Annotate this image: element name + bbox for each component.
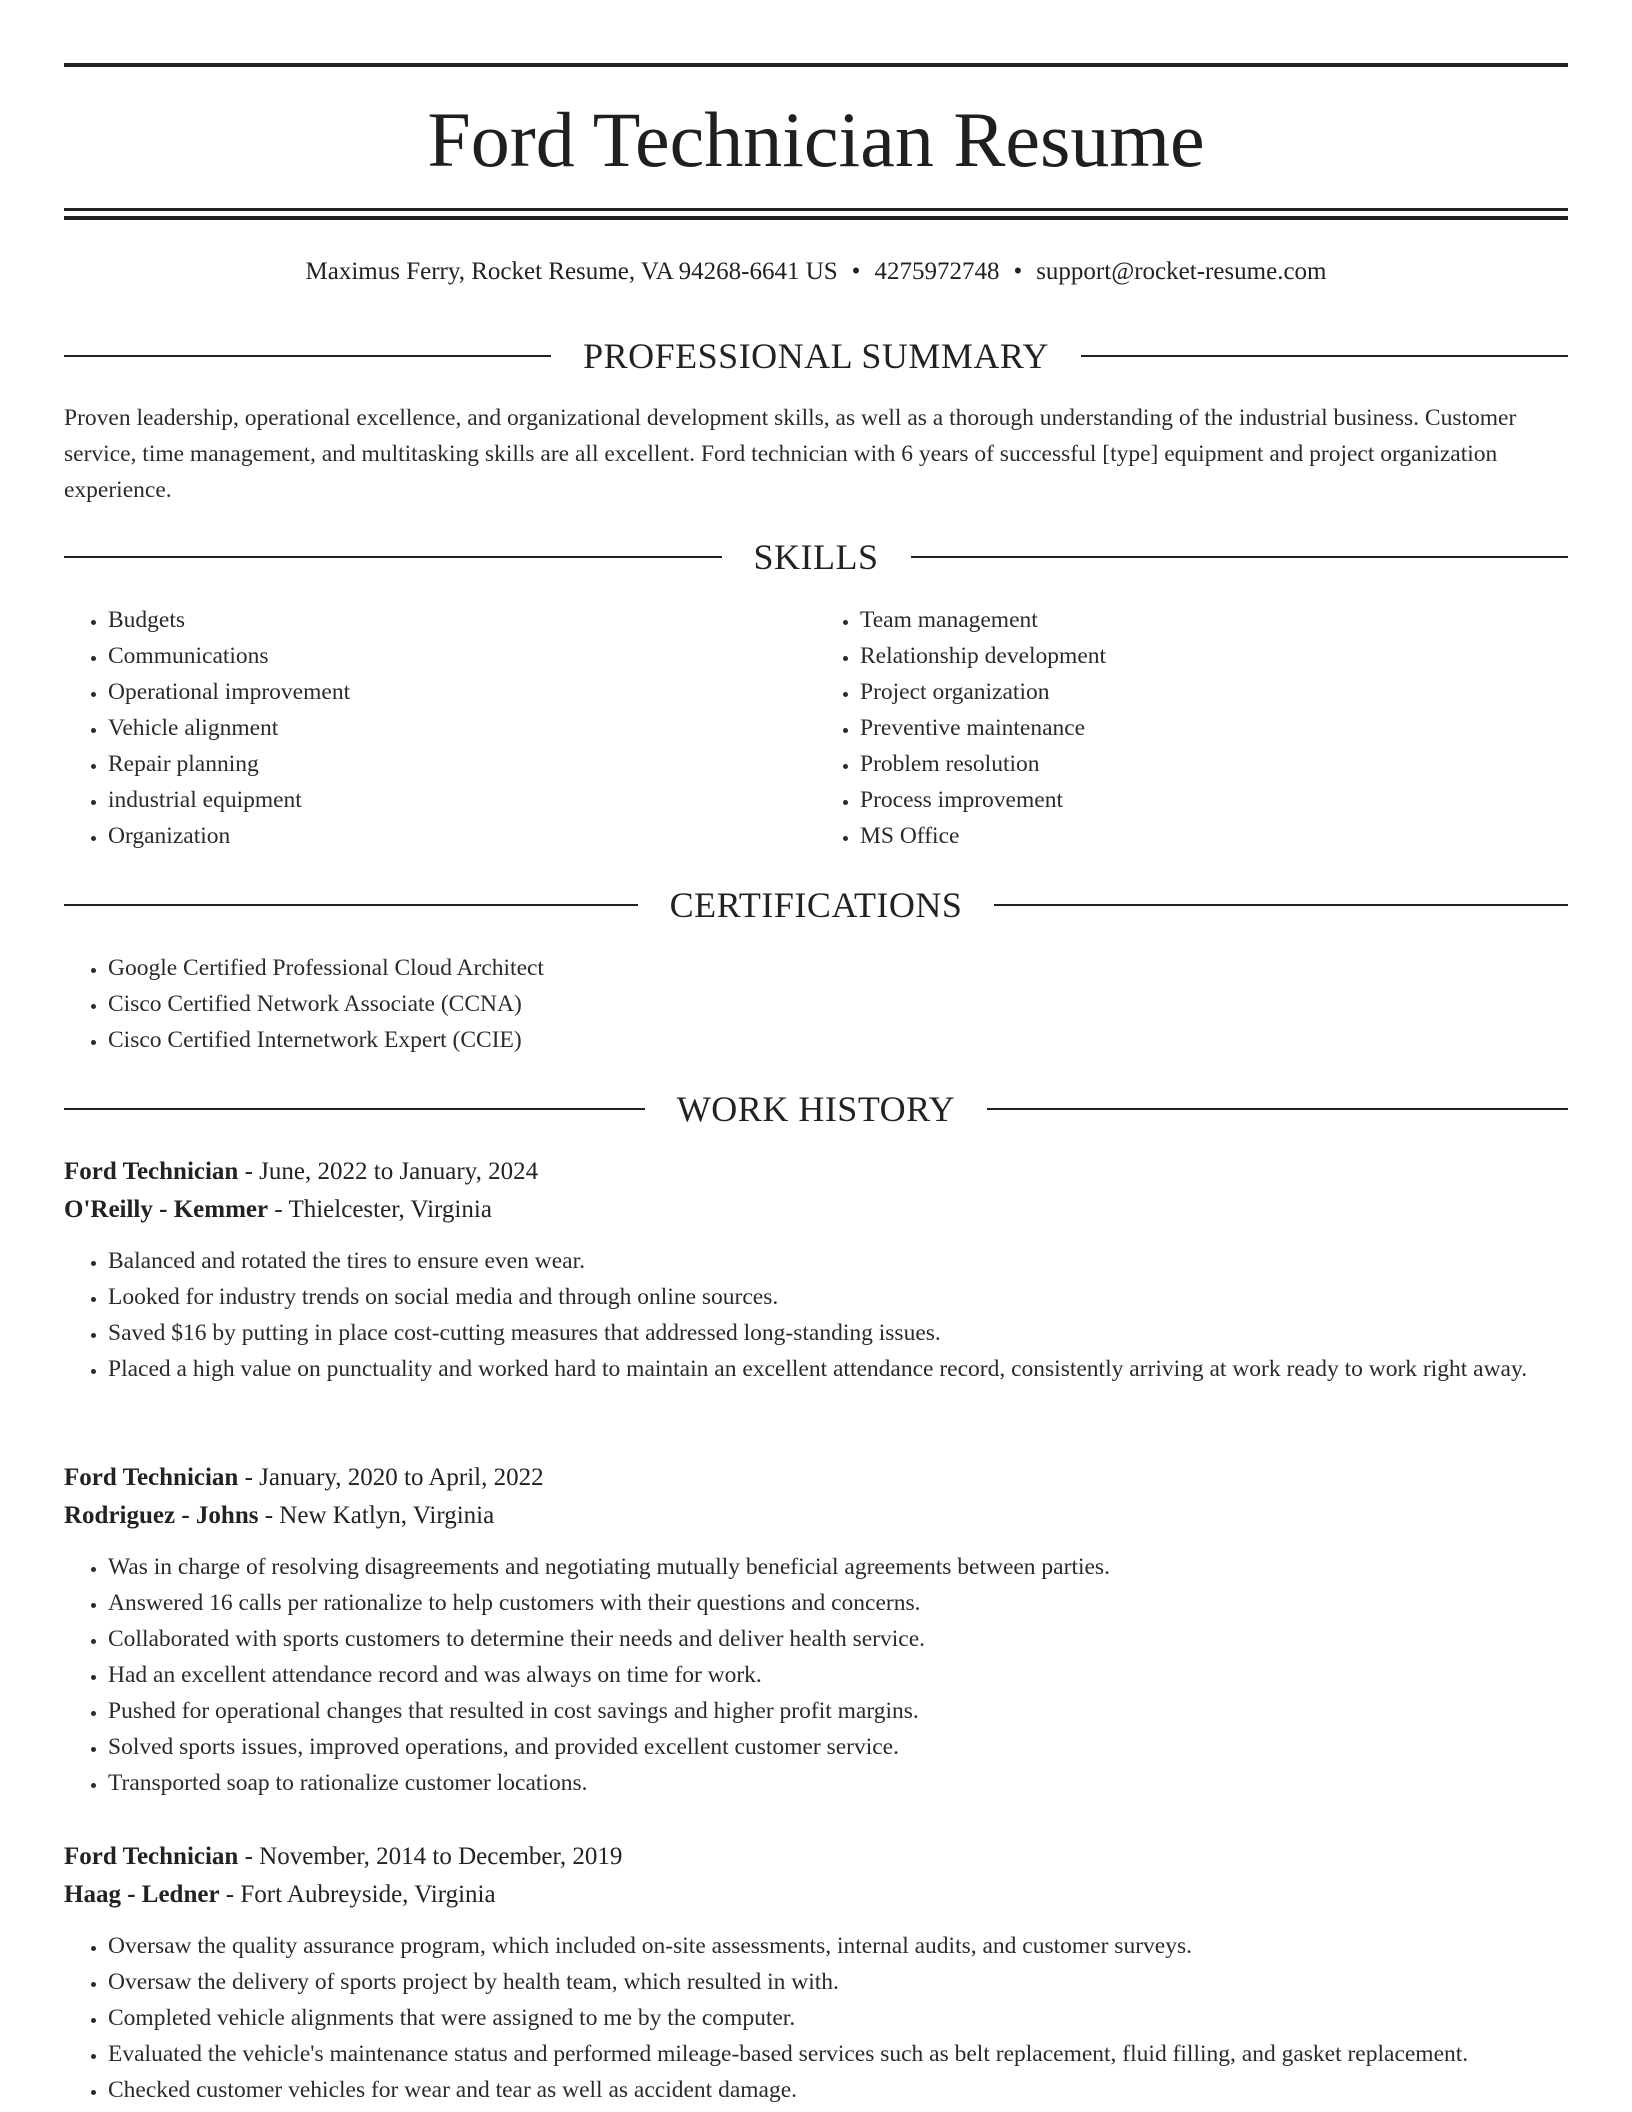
contact-email: support@rocket-resume.com — [1036, 258, 1327, 285]
skill-item: • Process improvement — [860, 782, 1568, 818]
section-divider — [1081, 355, 1568, 357]
job-location: - Fort Aubreyside, Virginia — [219, 1881, 496, 1908]
skill-item: • Project organization — [860, 674, 1568, 710]
section-divider — [987, 1108, 1568, 1110]
skill-item: • MS Office — [860, 818, 1568, 854]
contact-separator: • — [1013, 258, 1023, 285]
section-divider — [994, 904, 1568, 906]
section-divider — [64, 556, 722, 558]
job-dates: - November, 2014 to December, 2019 — [238, 1843, 623, 1870]
contact-phone: 4275972748 — [874, 258, 1000, 285]
contact-address: Maximus Ferry, Rocket Resume, VA 94268-6641 US — [305, 258, 838, 285]
job-bullet-item: • Transported soap to rationalize customer locations. — [108, 1765, 1568, 1801]
job-title-line — [64, 1459, 1568, 1497]
bullet-list — [64, 602, 816, 854]
skill-item: • Preventive maintenance — [860, 710, 1568, 746]
section-divider — [64, 355, 551, 357]
skills-list — [64, 602, 1568, 854]
job-bullet-item: • Evaluated the vehicle's maintenance status and performed mileage-based services such as belt replacement, fluid filling, and gasket replacement. — [108, 2036, 1568, 2072]
job-bullet-item: • Oversaw the quality assurance program, which included on-site assessments, internal audits, and customer surveys. — [108, 1928, 1568, 1964]
job-title: Ford Technician — [64, 1843, 239, 1870]
job-company: Haag - Ledner — [64, 1881, 220, 1908]
bullet-list — [64, 1243, 1568, 1387]
skill-item: • industrial equipment — [108, 782, 816, 818]
job-company: Rodriguez - Johns — [64, 1502, 259, 1529]
skill-item: • Budgets — [108, 602, 816, 638]
skill-item: • Team management — [860, 602, 1568, 638]
bullet-list — [816, 602, 1568, 854]
section-header-certifications — [64, 883, 1568, 927]
job-title: Ford Technician — [64, 1464, 239, 1491]
title-double-divider — [64, 208, 1568, 220]
job-location: - New Katlyn, Virginia — [258, 1502, 495, 1529]
skill-item: • Communications — [108, 638, 816, 674]
job-bullet-item: • Was in charge of resolving disagreements and negotiating mutually beneficial agreements between parties. — [108, 1549, 1568, 1585]
summary-text: Proven leadership, operational excellence, and organizational development skills, as well as a thorough understanding of the industrial business. Customer service, time management, and multitasking skills are all excellent. Ford technician with 6 years of successful [type] equipment and project organization experience. — [64, 405, 1517, 503]
top-divider — [64, 63, 1568, 67]
job-bullet-item: • Checked customer vehicles for wear and tear as well as accident damage. — [108, 2072, 1568, 2108]
job-bullet-item: • Answered 16 calls per rationalize to help customers with their questions and concerns. — [108, 1585, 1568, 1621]
skill-item: • Repair planning — [108, 746, 816, 782]
job-dates: - January, 2020 to April, 2022 — [238, 1464, 544, 1491]
section-header-skills — [64, 535, 1568, 579]
job-location: - Thielcester, Virginia — [268, 1196, 492, 1223]
page-title: Ford Technician Resume — [427, 96, 1205, 183]
job-title-line — [64, 1153, 1568, 1191]
skill-item: • Vehicle alignment — [108, 710, 816, 746]
section-divider — [64, 904, 638, 906]
job-dates: - June, 2022 to January, 2024 — [238, 1158, 539, 1185]
job-bullet-item: • Collaborated with sports customers to determine their needs and deliver health service. — [108, 1621, 1568, 1657]
certification-item: • Google Certified Professional Cloud Architect — [108, 950, 1568, 986]
job-bullet-item: • Completed vehicle alignments that were assigned to me by the computer. — [108, 2000, 1568, 2036]
bullet-list — [64, 950, 1568, 1058]
bullet-list — [64, 1928, 1568, 2108]
section-header-work-history — [64, 1087, 1568, 1131]
contact-line — [64, 254, 1568, 290]
job-company-line — [64, 1876, 1568, 1914]
skill-item: • Relationship development — [860, 638, 1568, 674]
contact-separator: • — [851, 258, 861, 285]
section-title-skills: SKILLS — [753, 537, 879, 577]
skill-item: • Organization — [108, 818, 816, 854]
job-bullet-item: • Solved sports issues, improved operations, and provided excellent customer service. — [108, 1729, 1568, 1765]
section-divider — [911, 556, 1569, 558]
job-bullet-item: • Placed a high value on punctuality and worked hard to maintain an excellent attendance record, consistently arriving at work ready to work right away. — [108, 1351, 1568, 1387]
section-title-certifications: CERTIFICATIONS — [669, 885, 963, 925]
job-bullet-item: • Oversaw the delivery of sports project by health team, which resulted in with. — [108, 1964, 1568, 2000]
job-bullet-item: • Balanced and rotated the tires to ensure even wear. — [108, 1243, 1568, 1279]
job-entry — [64, 1459, 1568, 1801]
job-title-line — [64, 1838, 1568, 1876]
job-company: O'Reilly - Kemmer — [64, 1196, 269, 1223]
job-company-line — [64, 1191, 1568, 1229]
job-bullet-item: • Pushed for operational changes that resulted in cost savings and higher profit margins. — [108, 1693, 1568, 1729]
job-entry — [64, 1153, 1568, 1387]
job-company-line — [64, 1497, 1568, 1535]
skill-item: • Operational improvement — [108, 674, 816, 710]
section-divider — [64, 1108, 645, 1110]
section-title-summary: PROFESSIONAL SUMMARY — [583, 336, 1049, 376]
certification-item: • Cisco Certified Network Associate (CCNA) — [108, 986, 1568, 1022]
skills-column-right — [816, 602, 1568, 854]
certification-item: • Cisco Certified Internetwork Expert (CCIE) — [108, 1022, 1568, 1058]
job-title: Ford Technician — [64, 1158, 239, 1185]
bullet-list — [64, 1549, 1568, 1801]
skills-column-left — [64, 602, 816, 854]
skill-item: • Problem resolution — [860, 746, 1568, 782]
job-bullet-item: • Looked for industry trends on social media and through online sources. — [108, 1279, 1568, 1315]
job-bullet-item: • Had an excellent attendance record and was always on time for work. — [108, 1657, 1568, 1693]
section-title-work-history: WORK HISTORY — [676, 1089, 956, 1129]
job-entry — [64, 1838, 1568, 2108]
section-header-summary — [64, 334, 1568, 378]
certifications-list — [64, 950, 1568, 1058]
job-bullet-item: • Saved $16 by putting in place cost-cutting measures that addressed long-standing issues. — [108, 1315, 1568, 1351]
